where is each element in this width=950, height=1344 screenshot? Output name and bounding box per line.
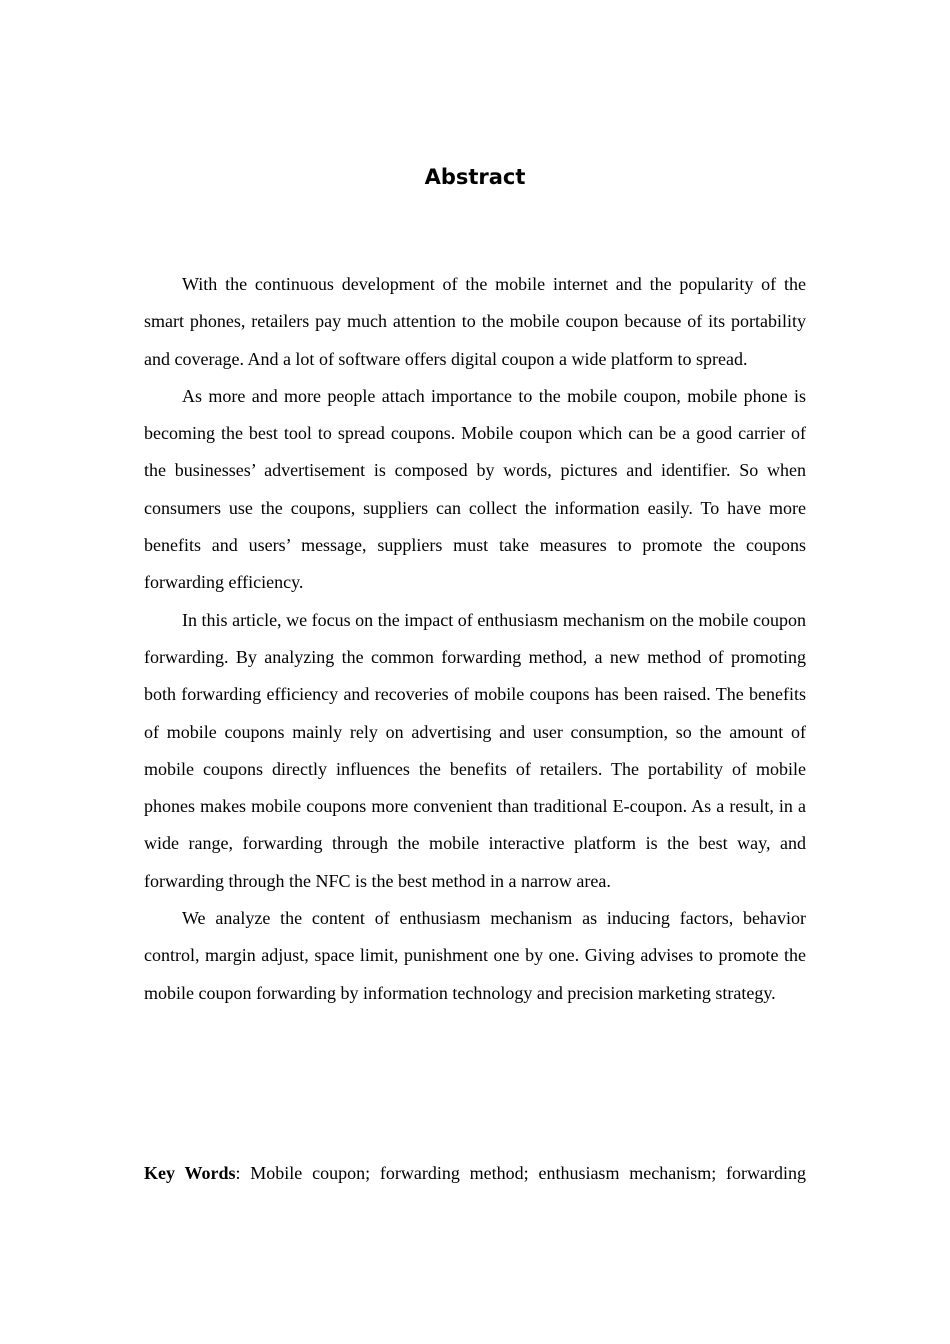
abstract-paragraph-4: We analyze the content of enthusiasm mechanism as inducing factors, behavior control, margin adjust, space limit, punishment one by one. Giving advises to promote the mobile coupon forwarding by information technology and precision marketing strategy.	[144, 908, 806, 1003]
abstract-paragraph-2: As more and more people attach importance to the mobile coupon, mobile phone is becoming the best tool to spread coupons. Mobile coupon which can be a good carrier of the businesses’ advertisement is composed by words, pictures and identifier. So when consumers use the coupons, suppliers can collect the information easily. To have more benefits and users’ message, suppliers must take measures to promote the coupons forwarding efficiency.	[144, 385, 806, 593]
abstract-title: Abstract	[424, 165, 526, 189]
abstract-paragraph-1: With the continuous development of the mobile internet and the popularity of the smart phones, retailers pay much attention to the mobile coupon because of its portability and coverage. And a lot of software offers digital coupon a wide platform to spread.	[144, 274, 806, 369]
keywords-separator: :	[235, 1163, 251, 1183]
abstract-paragraph-3: In this article, we focus on the impact of enthusiasm mechanism on the mobile coupon forwarding. By analyzing the common forwarding method, a new method of promoting both forwarding efficiency and recoveries of mobile coupons has been raised. The benefits of mobile coupons mainly rely on advertising and user consumption, so the amount of mobile coupons directly influences the benefits of retailers. The portability of mobile phones makes mobile coupons more convenient than traditional E-coupon. As a result, in a wide range, forwarding through the mobile interactive platform is the best way, and forwarding through the NFC is the best method in a narrow area.	[144, 609, 806, 891]
abstract-body	[144, 266, 806, 1012]
keywords-text: Mobile coupon; forwarding method; enthusiasm mechanism; forwarding	[250, 1163, 806, 1183]
keywords-line	[144, 1155, 806, 1192]
keywords-label: Key Words	[144, 1163, 236, 1183]
